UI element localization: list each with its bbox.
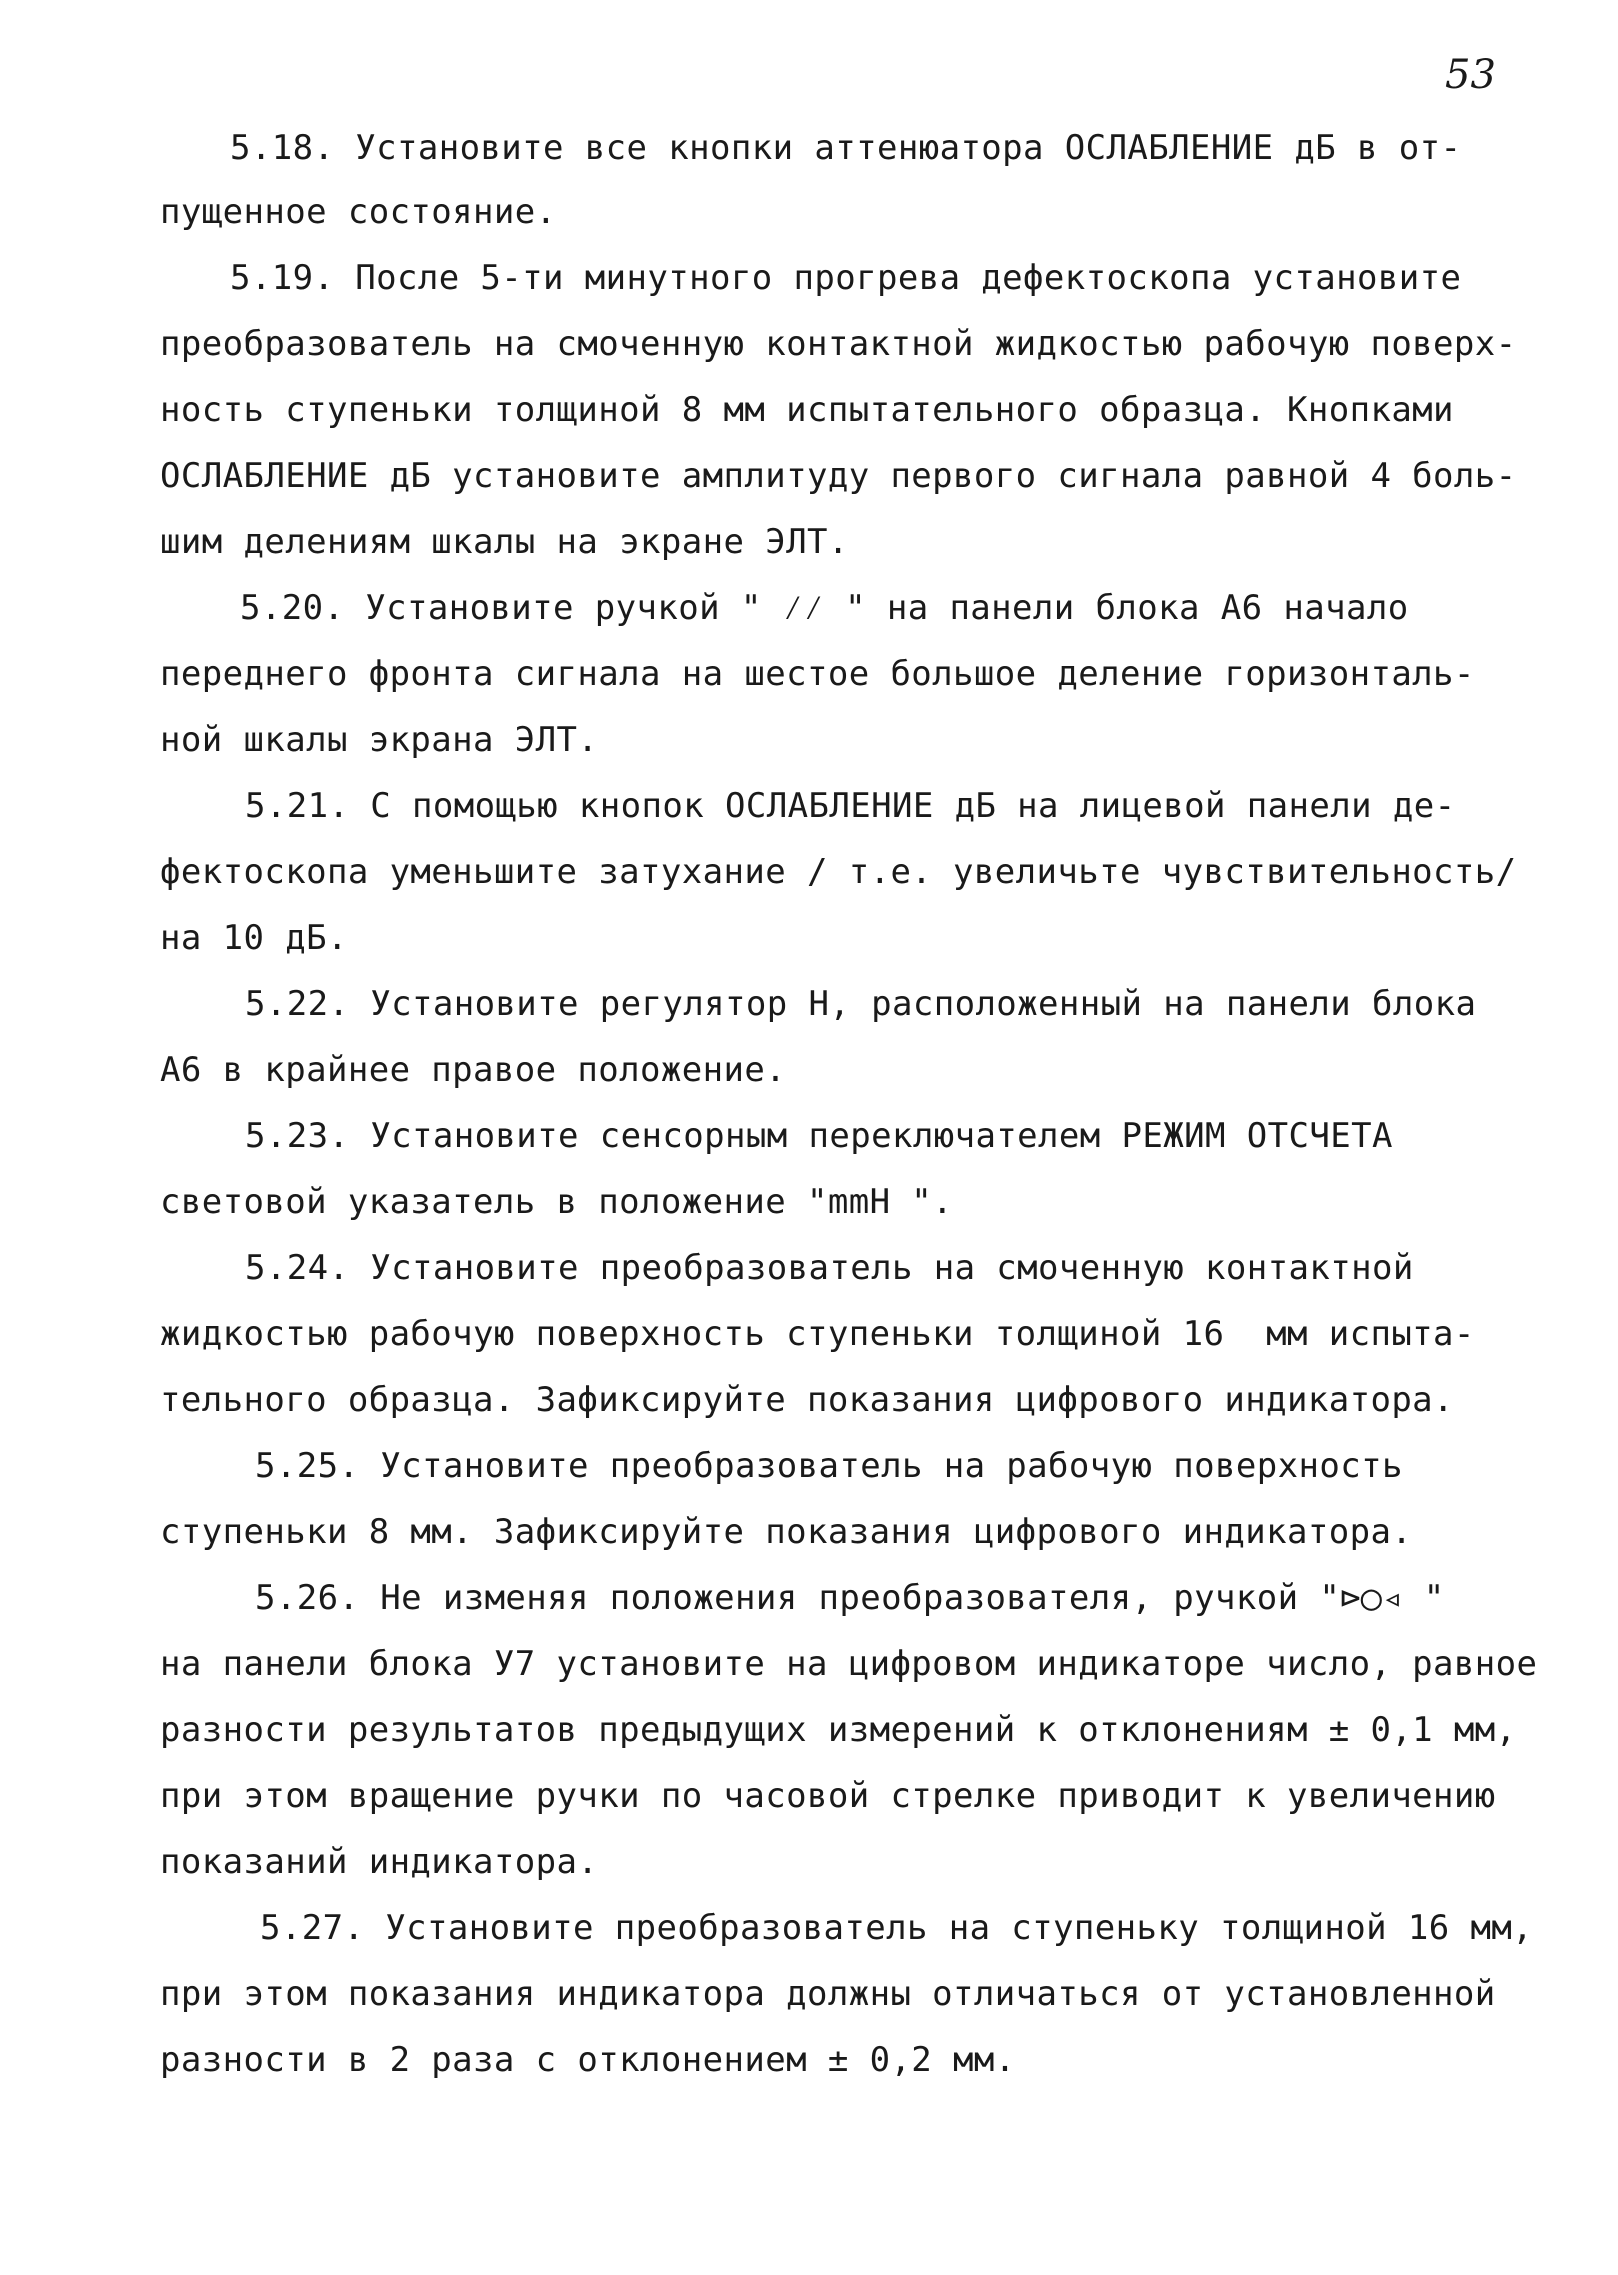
page-number: 53 bbox=[1445, 52, 1496, 98]
text-line: световой указатель в положение "mmH ". bbox=[160, 1182, 954, 1222]
text-line: ной шкалы экрана ЭЛТ. bbox=[160, 720, 599, 760]
text-line: фектоскопа уменьшите затухание / т.е. увеличьте чувствительность/ bbox=[160, 852, 1517, 892]
text-line: на панели блока У7 установите на цифровом индикаторе число, равное bbox=[160, 1644, 1538, 1684]
text-line: 5.23. Установите сенсорным переключателем РЕЖИМ ОТСЧЕТА bbox=[245, 1116, 1393, 1156]
text-line: при этом вращение ручки по часовой стрелке приводит к увеличению bbox=[160, 1776, 1496, 1816]
text-line: на 10 дБ. bbox=[160, 918, 348, 958]
text-line: 5.18. Установите все кнопки аттенюатора ОСЛАБЛЕНИЕ дБ в от- bbox=[230, 128, 1462, 168]
text-line: 5.25. Установите преобразователь на рабочую поверхность bbox=[255, 1446, 1403, 1486]
text-line: тельного образца. Зафиксируйте показания цифрового индикатора. bbox=[160, 1380, 1454, 1420]
text-line: 5.27. Установите преобразователь на ступеньку толщиной 16 мм, bbox=[260, 1908, 1534, 1948]
text-line: при этом показания индикатора должны отличаться от установленной bbox=[160, 1974, 1496, 2014]
text-line: переднего фронта сигнала на шестое большое деление горизонталь- bbox=[160, 654, 1475, 694]
text-line: 5.26. Не изменяя положения преобразователя, ручкой "⊳◯◃ " bbox=[255, 1578, 1445, 1618]
text-line: показаний индикатора. bbox=[160, 1842, 599, 1882]
text-line: преобразователь на смоченную контактной жидкостью рабочую поверх- bbox=[160, 324, 1517, 364]
text-line: жидкостью рабочую поверхность ступеньки толщиной 16 мм испыта- bbox=[160, 1314, 1475, 1354]
text-line: разности в 2 раза с отклонением ± 0,2 мм. bbox=[160, 2040, 1016, 2080]
text-line: 5.21. С помощью кнопок ОСЛАБЛЕНИЕ дБ на лицевой панели де- bbox=[245, 786, 1456, 826]
text-line: ступеньки 8 мм. Зафиксируйте показания цифрового индикатора. bbox=[160, 1512, 1413, 1552]
text-line: ОСЛАБЛЕНИЕ дБ установите амплитуду первого сигнала равной 4 боль- bbox=[160, 456, 1517, 496]
text-line: 5.20. Установите ручкой " ⁄⁄ " на панели блока А6 начало bbox=[240, 588, 1409, 628]
text-line: шим делениям шкалы на экране ЭЛТ. bbox=[160, 522, 849, 562]
text-line: пущенное состояние. bbox=[160, 192, 557, 232]
text-line: 5.24. Установите преобразователь на смоченную контактной bbox=[245, 1248, 1414, 1288]
text-line: разности результатов предыдущих измерений к отклонениям ± 0,1 мм, bbox=[160, 1710, 1517, 1750]
text-line: 5.22. Установите регулятор Н, расположенный на панели блока bbox=[245, 984, 1477, 1024]
text-line: ность ступеньки толщиной 8 мм испытательного образца. Кнопками bbox=[160, 390, 1454, 430]
text-line: 5.19. После 5-ти минутного прогрева дефектоскопа установите bbox=[230, 258, 1462, 298]
text-line: А6 в крайнее правое положение. bbox=[160, 1050, 787, 1090]
